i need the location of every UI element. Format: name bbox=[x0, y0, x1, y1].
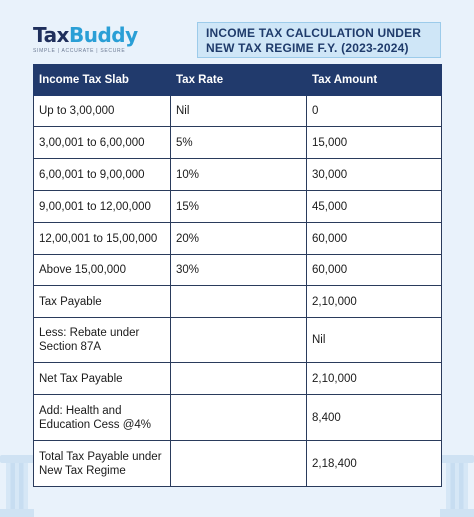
rate-cell: 20% bbox=[171, 223, 307, 255]
rate-cell bbox=[171, 363, 307, 395]
logo-text-accent: Buddy bbox=[68, 23, 138, 47]
slab-cell: 9,00,001 to 12,00,000 bbox=[34, 191, 171, 223]
table-row bbox=[34, 286, 442, 318]
amount-cell: 30,000 bbox=[307, 159, 442, 191]
amount-cell: 45,000 bbox=[307, 191, 442, 223]
header-tax-rate: Tax Rate bbox=[171, 65, 307, 96]
amount-cell: 2,10,000 bbox=[307, 286, 442, 318]
decorative-pillar-right bbox=[440, 455, 474, 517]
amount-cell: 8,400 bbox=[307, 395, 442, 441]
decorative-pillar-left bbox=[0, 455, 34, 517]
amount-cell: Nil bbox=[307, 318, 442, 363]
slab-cell: 6,00,001 to 9,00,000 bbox=[34, 159, 171, 191]
table-row bbox=[34, 127, 442, 159]
amount-cell: 2,18,400 bbox=[307, 441, 442, 487]
rate-cell: 10% bbox=[171, 159, 307, 191]
logo-wordmark bbox=[33, 23, 138, 47]
table-header-row bbox=[34, 65, 442, 96]
table-row bbox=[34, 441, 442, 487]
slab-cell: Total Tax Payable under New Tax Regime bbox=[34, 441, 171, 487]
slab-cell: 3,00,001 to 6,00,000 bbox=[34, 127, 171, 159]
slab-cell: Tax Payable bbox=[34, 286, 171, 318]
amount-cell: 60,000 bbox=[307, 255, 442, 286]
logo-tagline: SIMPLE | ACCURATE | SECURE bbox=[33, 48, 126, 54]
slab-cell: Net Tax Payable bbox=[34, 363, 171, 395]
table-row bbox=[34, 255, 442, 286]
title-line-1: INCOME TAX CALCULATION UNDER bbox=[206, 26, 422, 40]
brand-logo bbox=[33, 23, 138, 54]
table-row bbox=[34, 191, 442, 223]
amount-cell: 2,10,000 bbox=[307, 363, 442, 395]
title-line-2: NEW TAX REGIME F.Y. (2023-2024) bbox=[206, 40, 409, 55]
rate-cell bbox=[171, 318, 307, 363]
page-title bbox=[197, 22, 441, 58]
header-tax-amount: Tax Amount bbox=[307, 65, 442, 96]
slab-cell: 12,00,001 to 15,00,000 bbox=[34, 223, 171, 255]
rate-cell: 5% bbox=[171, 127, 307, 159]
table-row bbox=[34, 363, 442, 395]
rate-cell bbox=[171, 395, 307, 441]
amount-cell: 60,000 bbox=[307, 223, 442, 255]
tax-slab-table bbox=[33, 64, 442, 487]
rate-cell: Nil bbox=[171, 96, 307, 127]
slab-cell: Less: Rebate under Section 87A bbox=[34, 318, 171, 363]
table-row bbox=[34, 318, 442, 363]
table-row bbox=[34, 159, 442, 191]
rate-cell bbox=[171, 441, 307, 487]
rate-cell bbox=[171, 286, 307, 318]
table-row bbox=[34, 223, 442, 255]
table-row bbox=[34, 96, 442, 127]
rate-cell: 30% bbox=[171, 255, 307, 286]
logo-text-main: Tax bbox=[33, 23, 69, 47]
table-row bbox=[34, 395, 442, 441]
amount-cell: 15,000 bbox=[307, 127, 442, 159]
header-income-tax-slab: Income Tax Slab bbox=[34, 65, 171, 96]
rate-cell: 15% bbox=[171, 191, 307, 223]
slab-cell: Up to 3,00,000 bbox=[34, 96, 171, 127]
slab-cell: Add: Health and Education Cess @4% bbox=[34, 395, 171, 441]
amount-cell: 0 bbox=[307, 96, 442, 127]
slab-cell: Above 15,00,000 bbox=[34, 255, 171, 286]
